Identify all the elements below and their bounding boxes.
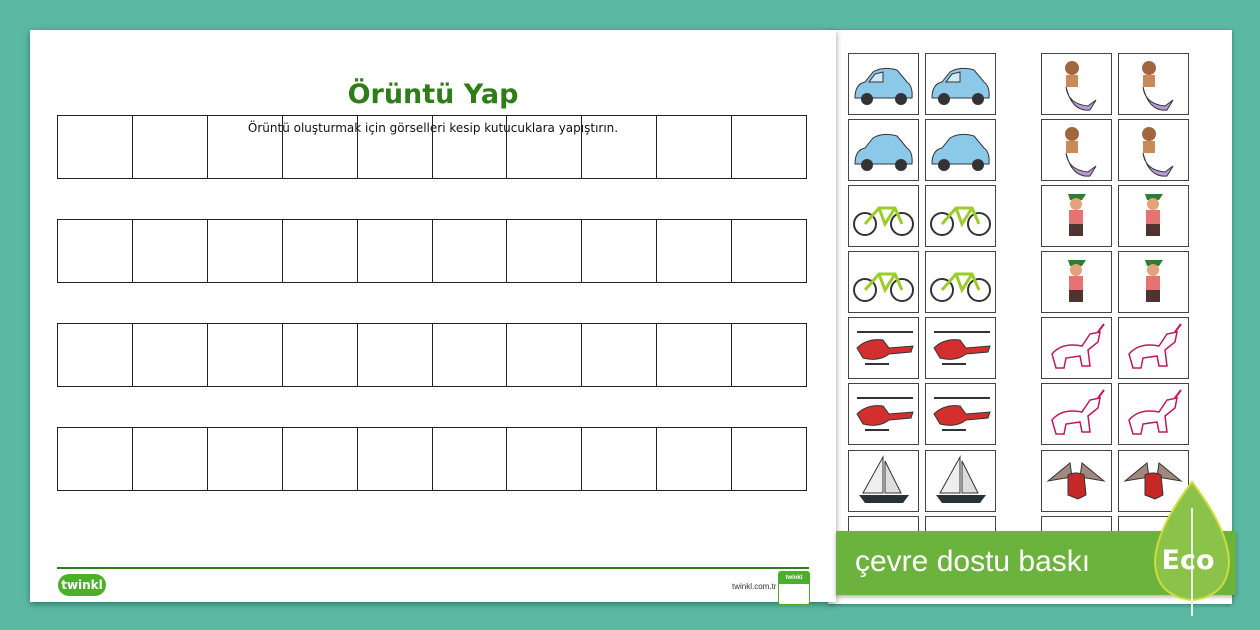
pattern-box [433,324,508,386]
pattern-box [732,428,806,490]
pattern-box [133,428,208,490]
pattern-box [358,324,433,386]
quality-badge-icon [778,571,810,605]
pattern-box [507,324,582,386]
pattern-box [358,116,433,178]
pattern-box [582,220,657,282]
worksheet-title: Örüntü Yap [347,79,519,110]
bicycle-card [848,185,919,247]
pattern-box [433,428,508,490]
car-card [848,53,919,115]
unicorn-card [1041,317,1112,379]
pattern-box [283,428,358,490]
pattern-box [208,324,283,386]
footer-divider [57,567,809,569]
pattern-box [58,324,133,386]
mermaid-card [1118,119,1189,181]
worksheet-page [30,30,836,602]
pattern-box [58,116,133,178]
pattern-box [58,220,133,282]
pattern-box [582,116,657,178]
eco-label: Eco [1161,545,1215,576]
pattern-box [208,428,283,490]
car-card [925,53,996,115]
pattern-box [433,116,508,178]
pattern-box [208,116,283,178]
pattern-row [57,323,807,387]
pattern-box [582,428,657,490]
unicorn-card [1041,383,1112,445]
pattern-box [732,116,806,178]
twinkl-logo: twinkl [58,574,106,596]
pattern-row [57,115,807,179]
unicorn-card [1118,317,1189,379]
unicorn-card [1118,383,1189,445]
dragon-card [1041,450,1112,512]
pattern-box [283,116,358,178]
eco-banner-text: çevre dostu baskı [855,545,1091,578]
pattern-box [657,428,732,490]
pattern-box [582,324,657,386]
pirate-card [1118,185,1189,247]
mermaid-card [1118,53,1189,115]
mermaid-card [1041,53,1112,115]
pattern-box [283,324,358,386]
pattern-box [433,220,508,282]
pattern-box [657,220,732,282]
pattern-box [283,220,358,282]
car-card [848,119,919,181]
bicycle-card [925,251,996,313]
pattern-box [58,428,133,490]
pattern-box [507,116,582,178]
helicopter-card [848,383,919,445]
pattern-box [507,428,582,490]
pattern-box [208,220,283,282]
helicopter-card [848,317,919,379]
pattern-box [657,324,732,386]
sailboat-card [848,450,919,512]
bicycle-card [925,185,996,247]
pattern-row [57,219,807,283]
helicopter-card [925,317,996,379]
pattern-box [732,324,806,386]
car-card [925,119,996,181]
bicycle-card [848,251,919,313]
pattern-box [133,220,208,282]
sailboat-card [925,450,996,512]
pattern-box [507,220,582,282]
badge-label: twinkl [779,572,809,584]
pattern-box [358,428,433,490]
footer-url: twinkl.com.tr [732,582,777,591]
pattern-box [657,116,732,178]
pattern-box [732,220,806,282]
pirate-card [1041,251,1112,313]
pattern-box [358,220,433,282]
pattern-box [133,116,208,178]
pirate-card [1041,185,1112,247]
mermaid-card [1041,119,1112,181]
helicopter-card [925,383,996,445]
pattern-box [133,324,208,386]
worksheet-instruction: Örüntü oluşturmak için görselleri kesip kutucuklara yapıştırın. [247,121,619,135]
pattern-row [57,427,807,491]
pirate-card [1118,251,1189,313]
